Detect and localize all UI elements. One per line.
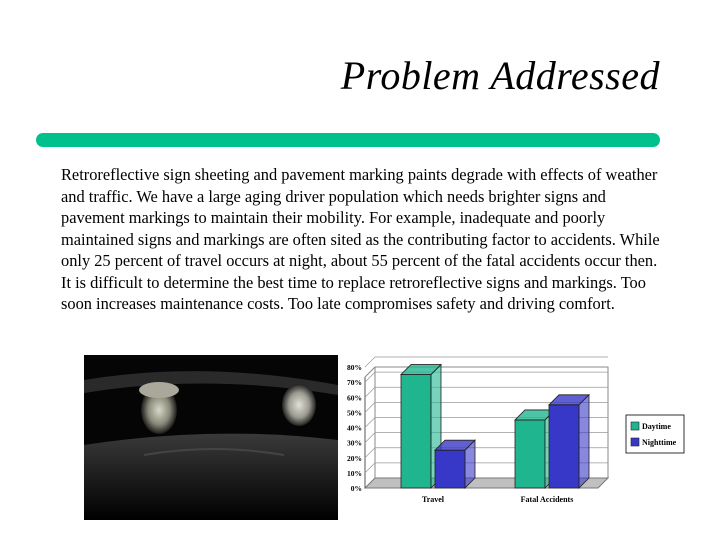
x-category-label: Travel <box>421 495 445 504</box>
y-tick-label: 20% <box>347 453 362 463</box>
x-category-label: Fatal Accidents <box>520 495 574 504</box>
legend-swatch <box>631 438 639 446</box>
y-tick-label: 40% <box>347 423 362 433</box>
bar <box>549 405 579 488</box>
y-tick-label: 70% <box>347 378 362 388</box>
gridline <box>365 357 608 367</box>
bar <box>435 450 465 488</box>
bar-side <box>579 395 589 488</box>
slide-title: Problem Addressed <box>340 53 660 98</box>
slide-body-text: Retroreflective sign sheeting and pavement marking paints degrade with effects of weather and traffic. We have a large aging driver population which needs brighter signs and pavement markings to maintain their mobility. For example, inadequate and poorly maintained signs and markings are often sited as the contributing factor to accidents. While only 25 percent of travel occurs at night, about 55 percent of the fatal accidents occur then. It is difficult to determine the best time to replace retroreflective signs and markings. Too soon increases maintenance costs. Too late compromises safety and driving comfort. <box>61 165 660 313</box>
bar <box>515 420 545 488</box>
day-night-bar-chart <box>340 355 710 515</box>
y-tick-label: 0% <box>350 484 362 493</box>
y-tick-label: 60% <box>347 393 362 403</box>
y-tick-label: 10% <box>347 468 362 478</box>
bar <box>401 375 431 488</box>
legend-label: Nighttime <box>642 438 677 447</box>
elderly-drivers-night-photo <box>84 355 338 520</box>
y-tick-label: 50% <box>347 408 362 418</box>
legend-label: Daytime <box>642 422 671 431</box>
title-divider <box>36 133 660 147</box>
legend-box <box>626 415 684 453</box>
y-tick-label: 80% <box>347 363 362 372</box>
y-tick-label: 30% <box>347 438 362 448</box>
legend-swatch <box>631 422 639 430</box>
